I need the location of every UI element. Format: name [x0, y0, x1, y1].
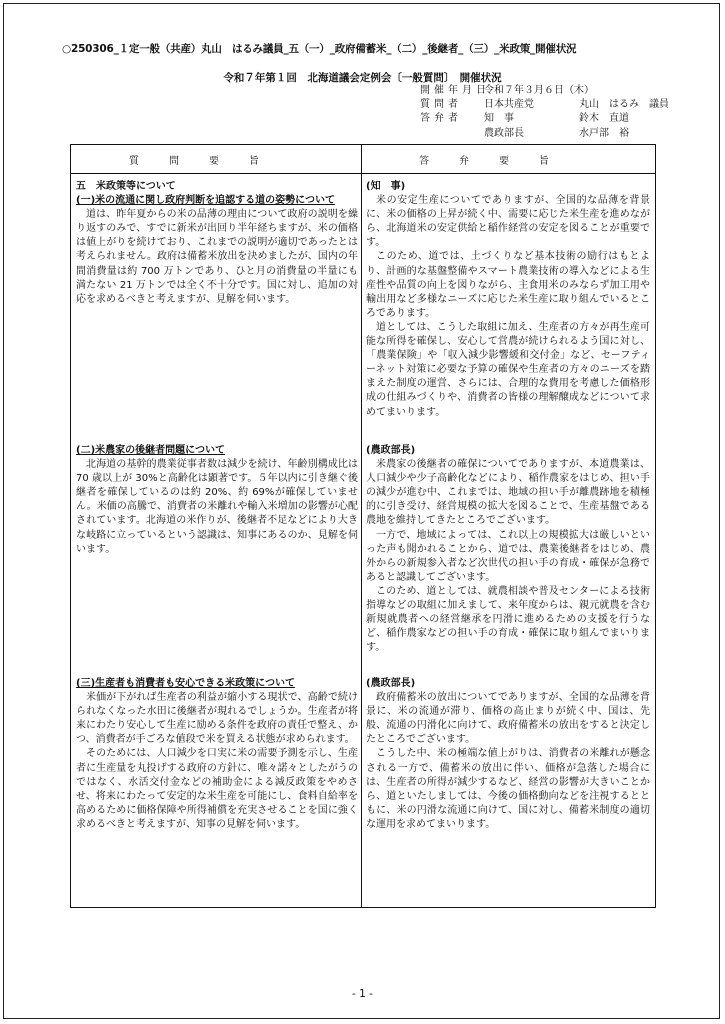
meta-key: 答弁者	[420, 113, 462, 125]
answer-speaker: (知 事)	[366, 181, 406, 192]
question-title: (一)米の流通に関し政府判断を追認する道の姿勢について	[76, 195, 335, 207]
answer-speaker: (農政部長)	[366, 445, 416, 456]
answer-paragraph: 一方で、地域によっては、これ以上の規模拡大は厳しいといった声も聞かれることから、道では、農業後継者をはじめ、農外からの新規参入者など次世代の担い手の育成・確保が急務であると認識してございます。	[366, 529, 650, 583]
question-1	[76, 180, 358, 307]
question-title: (二)米農家の後継者問題について	[76, 445, 225, 456]
meta-row-questioner	[420, 98, 669, 112]
meta-value: 令和７年３月６日（木）	[484, 85, 594, 96]
question-text: 北海道の基幹的農業従事者数は減少を続け、年齢別構成比は 70 歳以上が 30%と高齢化は顕著です。５年以内に引き継ぐ後継者を確保しているのは約 20%、約 69%が確保していません。米価の高騰で、消費者の米離れや輸入米増加の影響が心配されています。北海道の米作りが、後継者不足などにより大きな岐路に立っているという認識は、知事にあるのか、見解を伺います。	[76, 459, 358, 555]
question-3	[76, 677, 358, 832]
meta-value-2: 水戸部 裕	[579, 127, 629, 139]
answer-paragraph: 政府備蓄米の放出についてでありますが、全国的な品薄を背景に、米の流通が滞り、価格の高止まりが続く中、国は、先般、流通の円滑化に向けて、政府備蓄米の放出をすると決定したところでございます。	[366, 692, 650, 746]
answer-1	[366, 180, 650, 420]
meta-value: 知 事	[484, 113, 514, 125]
session-title: 令和７年第１回 北海道議会定例会〔一般質問〕 開催状況	[223, 72, 502, 84]
meta-value: 農政部長	[484, 127, 524, 139]
answer-paragraph: こうした中、米の極端な値上がりは、消費者の米離れが懸念される一方で、備蓄米の放出に伴い、価格が急落した場合には、生産者の所得が減少するなど、経営の影響が大きいことから、道といたしましては、今後の価格動向などを注視するとともに、米の円滑な流通に向けて、国に対し、備蓄米制度の適切な運用を求めてまいります。	[366, 748, 650, 830]
answer-paragraph: 道としては、こうした取組に加え、生産者の方々が再生産可能な所得を確保し、安心して営農が続けられるよう国に対し、「農業保険」や「収入減少影響緩和交付金」など、セーフティーネット対策に必要な予算の確保や生産者の方々のニーズを踏まえた制度の運営、さらには、合理的な費用を考慮した価格形成の仕組みづくりや、消費者の皆様の理解醸成などについて求めてまいります。	[366, 321, 650, 418]
answer-paragraph: 米農家の後継者の確保についてでありますが、本道農業は、人口減少や少子高齢化などにより、稲作農家をはじめ、担い手の減少が進む中、これまでは、地域の担い手が離農跡地を積極的に引き受け、経営規模の拡大を図ることで、生産基盤である農地を維持してきたところでございます。	[366, 459, 650, 527]
answer-speaker: (農政部長)	[366, 678, 416, 689]
answer-paragraph: 米の安定生産についてでありますが、全国的な品薄を背景に、米の価格の上昇が続く中、需要に応じた米生産を進めながら、北海道米の安定供給と稲作経営の安定を図ることが重要です。	[366, 195, 650, 249]
question-text: 道は、昨年夏からの米の品薄の理由について政府の説明を繰り返すのみで、すでに新米が出回り半年経ちますが、米の価格は値上がりを続けており、これまでの説明が適切であったとは考えられません。政府は備蓄米放出を決めましたが、国内の年間消費量は約 700 万トンであり、ひと月の消費量の半量にも満たない 21 万トンでは全く不十分です。国に対し、追加の対応を求めるべきと考えますが、見解を伺います。	[76, 209, 358, 305]
meta-key: 質問者	[420, 99, 462, 111]
answer-3	[366, 677, 650, 832]
page-number: - 1 -	[352, 988, 373, 1000]
column-divider	[361, 145, 362, 907]
meta-row-respondent	[420, 112, 669, 126]
meta-row-respondent-2	[420, 127, 669, 141]
file-title: ○250306_１定一般（共産）丸山 はるみ議員_五（一）_政府備蓄米_（二）_後継者_（三）_米政策_開催状況	[62, 43, 577, 55]
header-divider	[71, 173, 655, 174]
question-paragraph: 米価が下がれば生産者の利益が縮小する現状で、高齢で続けられなくなった水田に後継者が現れるでしょうか。生産者が将来にわたり安心して生産に励める条件を政府の責任で整え、かつ、消費者が手ごろな値段で米を買える状態が求められます。	[76, 692, 358, 746]
question-paragraph: そのためには、人口減少を口実に米の需要予測を示し、生産者に生産量を丸投げする政府の方針に、唯々諾々としたがうのではなく、水活交付金などの補助金による減反政策をやめさせ、将来にわたって安定的な米生産を可能にし、食料自給率を高めるために価格保障や所得補償を充実させることを国に強く求めるべきと考えますが、知事の見解を伺います。	[76, 748, 358, 830]
meta-row-date	[420, 84, 669, 98]
meta-value-2: 鈴木 直道	[579, 113, 629, 125]
meta-key: 開催年月日	[420, 85, 490, 96]
section-heading: 五 米政策等について	[76, 181, 176, 192]
answer-paragraph: このため、道では、土づくりなど基本技術の励行はもとより、計画的な基盤整備やスマート農業技術の導入などによる生産性や品質の向上を図りながら、主食用米のみならず加工用や輸出用など多様なニーズに応じた米生産に取り組んでいるところであります。	[366, 251, 650, 319]
question-title: (三)生産者も消費者も安心できる米政策について	[76, 678, 295, 689]
answer-paragraph: このため、道としては、就農相談や普及センターによる技術指導などの取組に加えまして、来年度からは、親元就農を含む新規就農者への経営継承を円滑に進めるための支援を行うなど、稲作農家などの担い手の育成・確保に取り組んでまいります。	[366, 585, 650, 654]
qa-table	[70, 144, 656, 908]
answer-2	[366, 444, 650, 655]
meta-value-2: 丸山 はるみ 議員	[579, 99, 669, 111]
header-answer: 答弁要旨	[419, 156, 579, 167]
meta-value: 日本共産党	[484, 99, 534, 111]
meeting-info	[420, 84, 669, 141]
header-question: 質問要旨	[129, 156, 289, 167]
question-2	[76, 444, 358, 557]
